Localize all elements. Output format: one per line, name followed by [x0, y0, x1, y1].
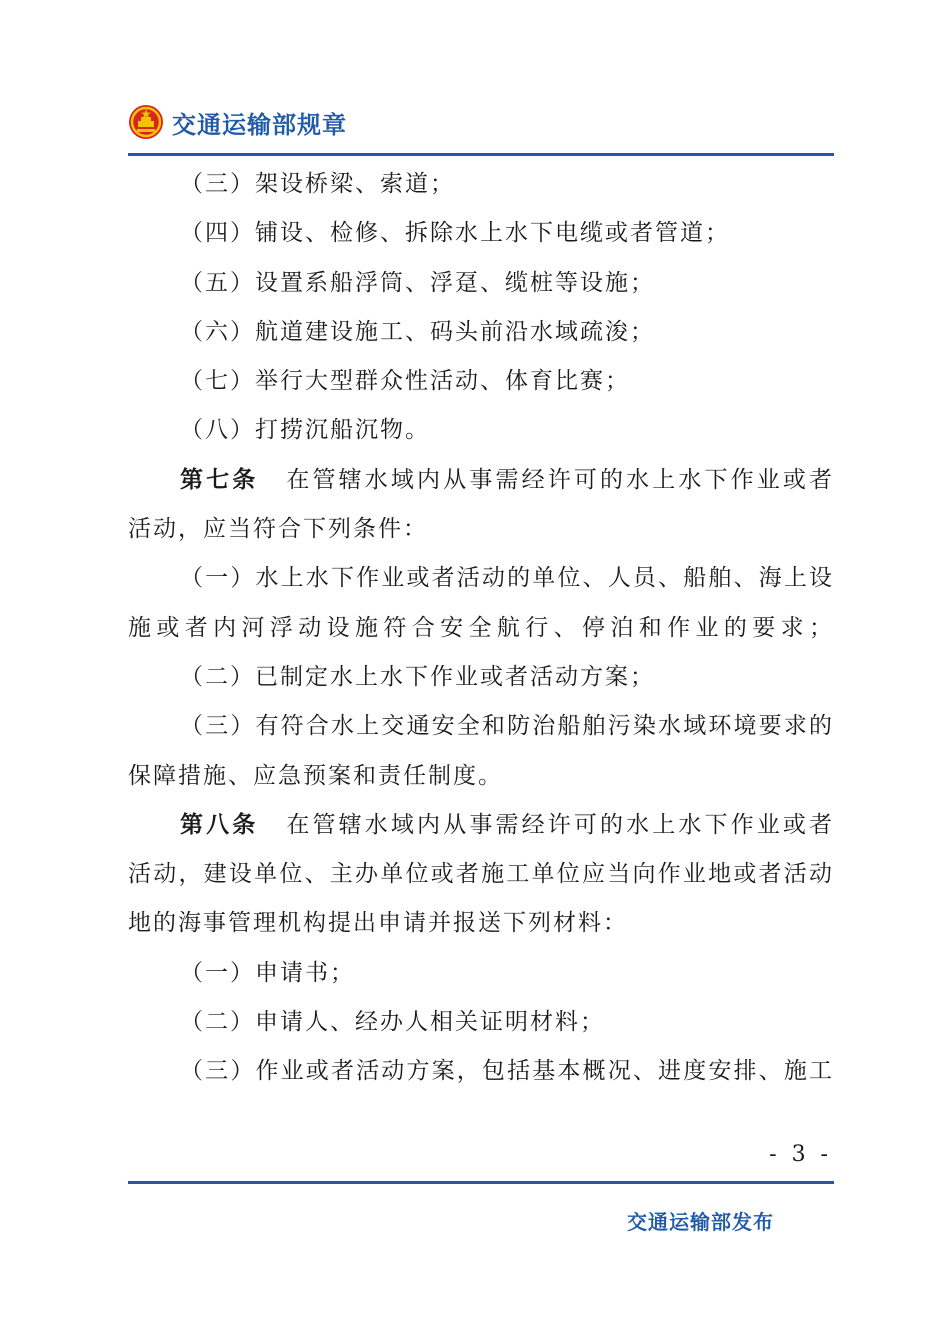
article-7-first-line: 第七条 在管辖水域内从事需经许可的水上水下作业或者 [180, 466, 835, 493]
list-item: （七）举行大型群众性活动、体育比赛； [180, 368, 630, 395]
article-7-item: （二）已制定水上水下作业或者活动方案； [180, 663, 655, 690]
article-8-item: （二）申请人、经办人相关证明材料； [180, 1009, 605, 1036]
article-8-item: （三）作业或者活动方案，包括基本概况、进度安排、施工 [180, 1058, 834, 1085]
article-7-second-line: 活动，应当符合下列条件： [128, 516, 428, 543]
article-7-item: （一）水上水下作业或者活动的单位、人员、船舶、海上设 [180, 565, 834, 592]
article-8-third-line: 地的海事管理机构提出申请并报送下列材料： [128, 910, 628, 937]
page-number: - 3 - [769, 1142, 832, 1167]
article-7-label: 第七条 [180, 466, 259, 493]
national-emblem-icon [128, 104, 164, 140]
footer-publisher: 交通运输部发布 [627, 1210, 774, 1234]
article-8-second-line: 活动，建设单位、主办单位或者施工单位应当向作业地或者活动 [128, 861, 834, 888]
article-7-item: 施或者内河浮动设施符合安全航行、停泊和作业的要求； [128, 614, 834, 641]
list-item: （六）航道建设施工、码头前沿水域疏浚； [180, 318, 655, 345]
list-item: （三）架设桥梁、索道； [180, 171, 455, 197]
list-item: （八）打捞沉船沉物。 [180, 417, 430, 444]
article-8-label: 第八条 [180, 811, 259, 838]
header-title: 交通运输部规章 [172, 110, 347, 139]
article-7-item: （三）有符合水上交通安全和防治船舶污染水域环境要求的 [180, 713, 834, 740]
article-7-item: 保障措施、应急预案和责任制度。 [128, 762, 503, 789]
list-item: （五）设置系船浮筒、浮趸、缆桩等设施； [180, 269, 655, 296]
article-8-first-line: 第八条 在管辖水域内从事需经许可的水上水下作业或者 [180, 811, 835, 838]
footer-divider [128, 1181, 834, 1184]
header-divider [128, 153, 834, 156]
list-item: （四）铺设、检修、拆除水上水下电缆或者管道； [180, 220, 730, 247]
document-header [128, 98, 347, 146]
article-8-item: （一）申请书； [180, 959, 355, 986]
document-body [128, 160, 834, 1097]
